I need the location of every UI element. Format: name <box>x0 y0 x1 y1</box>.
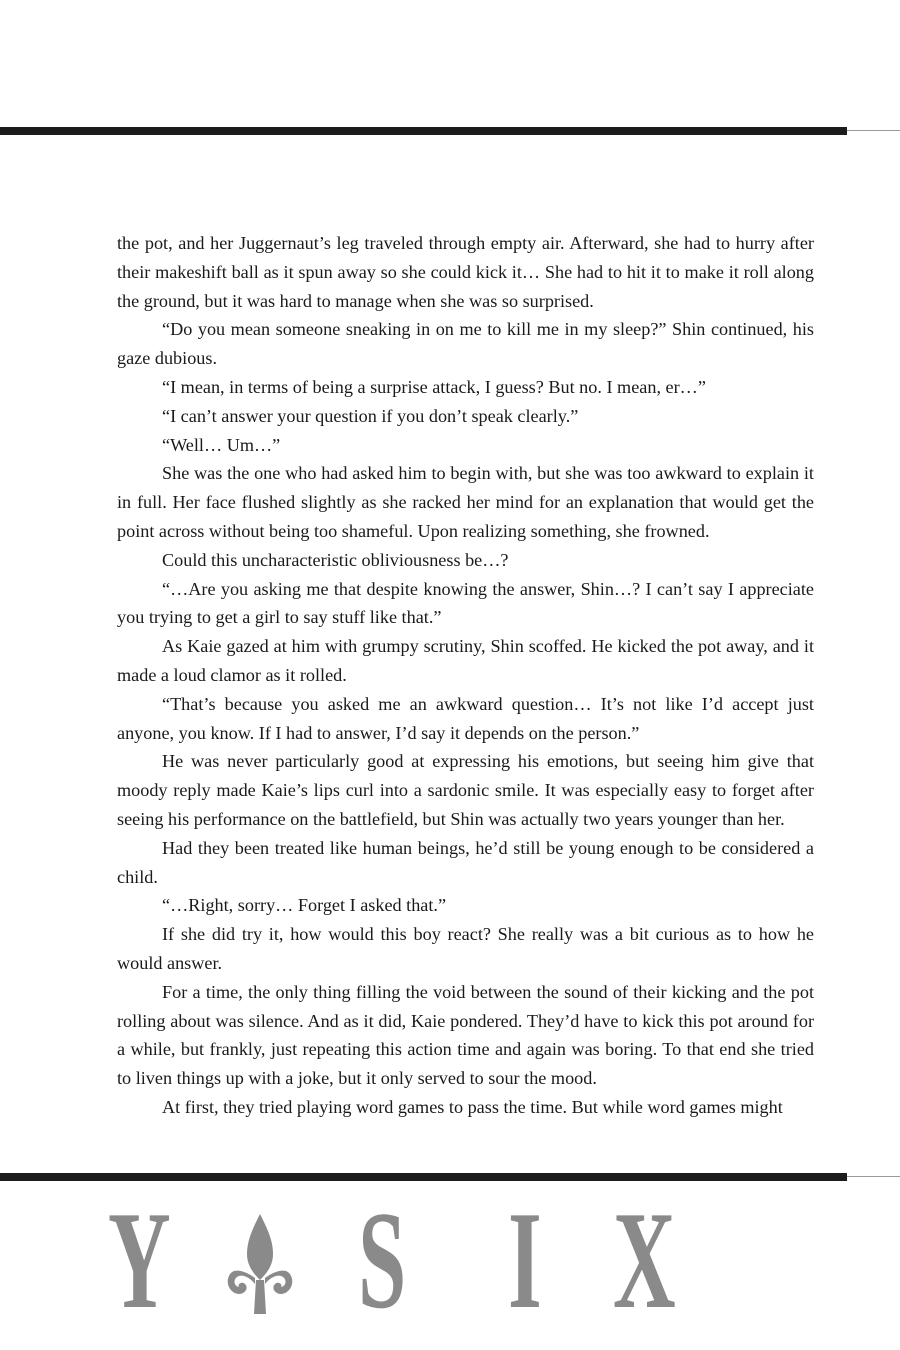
bottom-rule-thick <box>0 1173 847 1181</box>
paragraph: “I can’t answer your question if you don’t speak clearly.” <box>162 405 579 426</box>
paragraph: He was never particularly good at expressing his emotions, but seeing him give that moody reply made Kaie’s lips curl into a sardonic smile. It was especially easy to forget after seeing his performance on the battlefield, but Shin was actually two years younger than her. <box>117 751 814 829</box>
paragraph: At first, they tried playing word games to pass the time. But while word games might <box>162 1096 783 1117</box>
paragraph: For a time, the only thing filling the void between the sound of their kicking and the pot rolling about was silence. And as it did, Kaie pondered. They’d have to kick this pot around for a while, but frankly, just repeating this action time and again was boring. To that end she tried to liven things up with a joke, but it only served to sour the mood. <box>117 981 814 1089</box>
footer-letter-x: X <box>613 1183 676 1338</box>
footer-letter-s: S <box>358 1183 407 1338</box>
paragraph: Could this uncharacteristic obliviousness be…? <box>162 549 509 570</box>
footer-letter-y: Y <box>108 1183 171 1338</box>
paragraph: If she did try it, how would this boy react? She really was a bit curious as to how he would answer. <box>117 924 814 973</box>
fleur-de-lis-icon <box>225 1214 295 1314</box>
top-rule-thin <box>847 130 900 131</box>
paragraph: “…Are you asking me that despite knowing the answer, Shin…? I can’t say I appreciate you trying to get a girl to say stuff like that.” <box>117 578 814 628</box>
bottom-rule-thin <box>847 1176 900 1177</box>
paragraph: She was the one who had asked him to begin with, but she was too awkward to explain it in full. Her face flushed slightly as she racked her mind for an explanation that would get the point across without being too shameful. Upon realizing something, she frowned. <box>117 463 814 541</box>
paragraph: “Well… Um…” <box>162 434 281 455</box>
paragraph: As Kaie gazed at him with grumpy scrutiny, Shin scoffed. He kicked the pot away, and it made a loud clamor as it rolled. <box>117 636 814 685</box>
footer-letter-i: I <box>508 1183 542 1338</box>
paragraph: “I mean, in terms of being a surprise attack, I guess? But no. I mean, er…” <box>162 376 706 397</box>
page-body <box>117 229 814 1122</box>
paragraph: “Do you mean someone sneaking in on me to kill me in my sleep?” Shin continued, his gaze dubious. <box>117 319 814 369</box>
paragraph: Had they been treated like human beings, he’d still be young enough to be considered a child. <box>117 837 814 887</box>
top-rule-thick <box>0 127 847 135</box>
paragraph-continuation: the pot, and her Juggernaut’s leg traveled through empty air. Afterward, she had to hurry after their makeshift ball as it spun away so she could kick it… She had to hit it to make it roll along the ground, but it was hard to manage when she was so surprised. <box>117 233 814 311</box>
paragraph: “That’s because you asked me an awkward question… It’s not like I’d accept just anyone, you know. If I had to answer, I’d say it depends on the person.” <box>117 693 814 743</box>
paragraph: “…Right, sorry… Forget I asked that.” <box>162 895 447 916</box>
footer-title <box>0 1183 900 1338</box>
